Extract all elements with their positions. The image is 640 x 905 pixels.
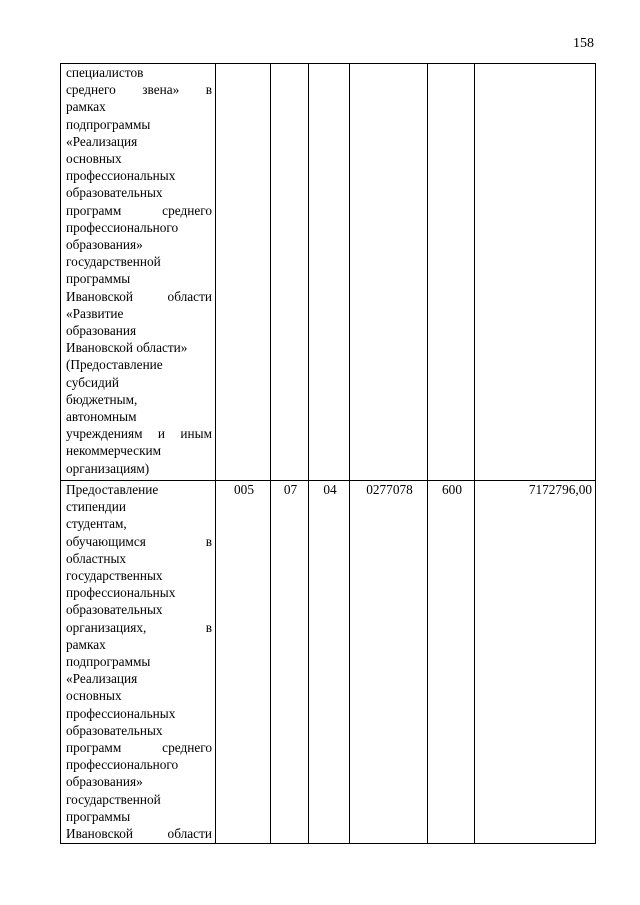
table-row [61,64,596,481]
description-line: основных [66,688,122,704]
description-line: «Реализация [66,671,138,687]
description-line: государственной [66,254,161,270]
description-line: учреждениям и иным [66,426,212,442]
expense-type-cell [428,64,475,481]
description-line: Ивановской области» [66,340,188,356]
description-line: государственной [66,791,161,807]
description-line: субсидий [66,374,119,390]
description-line: образовательных [66,602,163,618]
description-line: образовательных [66,185,163,201]
description-line: рамках [66,99,106,115]
description-line: бюджетным, [66,391,138,407]
description-line: программ среднего [66,740,212,756]
amount-cell [475,64,596,481]
description-line: Ивановской области [66,826,212,842]
description-cell [61,64,216,481]
description-line: автономным [66,409,137,425]
description-line: (Предоставление [66,357,163,373]
description-line: Предоставление [66,482,159,497]
table-row [61,481,596,844]
description-line: организациям) [66,460,150,476]
expense-type-cell: 600 [428,481,475,844]
section-code-cell [271,64,309,481]
description-line: профессионального [66,757,179,773]
page-number: 158 [573,36,594,51]
description-line: «Развитие [66,305,124,321]
description-line: подпрограммы [66,654,151,670]
description-line: областных [66,550,127,566]
description-line: профессиональных [66,168,176,184]
description-line: «Реализация [66,133,138,149]
description-line: образования» [66,774,143,790]
description-cell [61,481,216,844]
description-line: профессионального [66,219,179,235]
target-article-cell: 0277078 [350,481,428,844]
description-line: основных [66,151,122,167]
description-line: некоммерческим [66,443,162,459]
subsection-code-cell [309,64,350,481]
description-line: стипендии [66,499,126,515]
description-line: образования» [66,237,143,253]
description-line: государственных [66,568,163,584]
description-line: образования [66,323,137,339]
target-article-cell [350,64,428,481]
description-line: программы [66,808,131,824]
description-line: студентам, [66,516,127,532]
description-line: среднего звена» в [66,82,212,98]
ministry-code-cell: 005 [216,481,271,844]
description-line: программы [66,271,131,287]
description-line: специалистов [66,65,144,80]
description-line: обучающимся в [66,533,212,549]
description-line: профессиональных [66,585,176,601]
budget-table [60,63,596,844]
description-line: Ивановской области [66,288,212,304]
description-line: профессиональных [66,705,176,721]
description-line: подпрограммы [66,116,151,132]
amount-cell: 7172796,00 [475,481,596,844]
description-line: рамках [66,636,106,652]
ministry-code-cell [216,64,271,481]
description-line: образовательных [66,722,163,738]
subsection-code-cell: 04 [309,481,350,844]
section-code-cell: 07 [271,481,309,844]
description-line: организациях, в [66,619,212,635]
description-line: программ среднего [66,202,212,218]
